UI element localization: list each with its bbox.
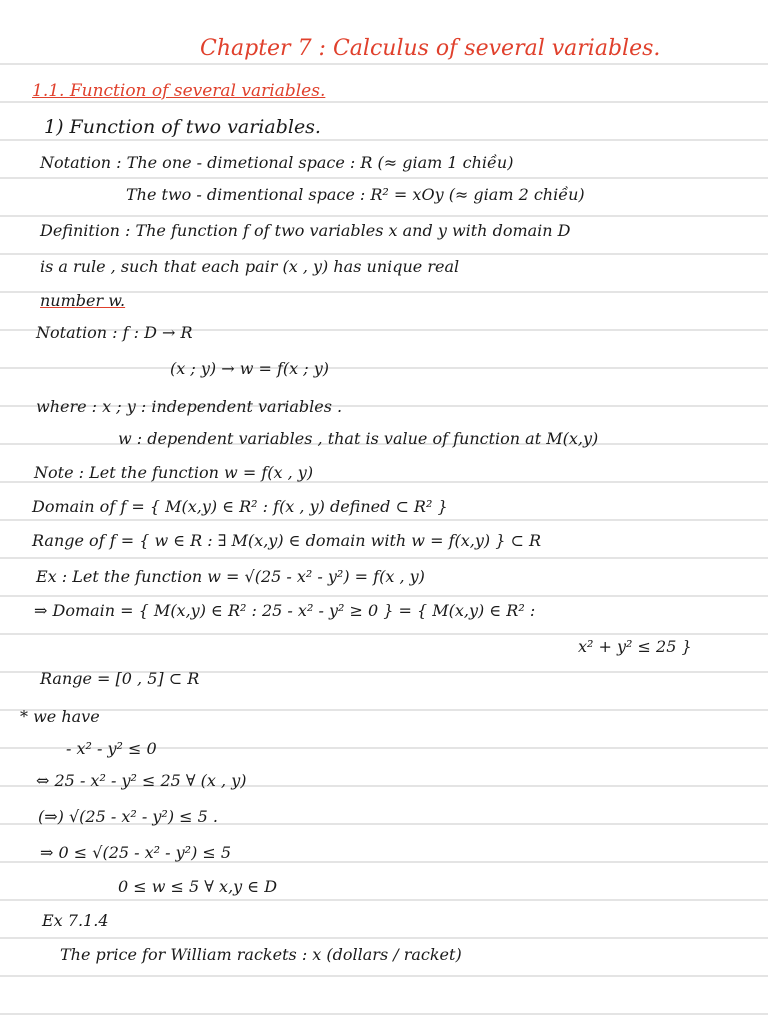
section-heading: 1.1. Function of several variables. — [32, 81, 326, 101]
text-line-7: Notation : f : D → R — [36, 323, 193, 342]
text-line-8: (x ; y) → w = f(x ; y) — [170, 359, 329, 378]
text-line-18: * we have — [20, 707, 100, 726]
text-line-2: Notation : The one - dimetional space : R (≈ giam 1 chiều) — [40, 153, 514, 172]
text-line-3: The two - dimentional space : R² = xOy (≈ giam 2 chiều) — [126, 185, 585, 204]
text-line-17: Range = [0 , 5] ⊂ R — [40, 669, 200, 688]
text-line-5: is a rule , such that each pair (x , y) has unique real — [40, 257, 460, 276]
text-line-23: 0 ≤ w ≤ 5 ∀ x,y ∈ D — [118, 877, 278, 896]
text-line-11: Note : Let the function w = f(x , y) — [34, 463, 314, 482]
text-line-20: ⇔ 25 - x² - y² ≤ 25 ∀ (x , y) — [36, 771, 247, 790]
text-line-22: ⇒ 0 ≤ √(25 - x² - y²) ≤ 5 — [40, 843, 232, 862]
text-line-25: The price for William rackets : x (dollars / racket) — [60, 945, 462, 964]
text-line-13: Range of f = { w ∈ R : ∃ M(x,y) ∈ domain with w = f(x,y) } ⊂ R — [32, 531, 542, 550]
text-line-15: ⇒ Domain = { M(x,y) ∈ R² : 25 - x² - y² ≥ 0 } = { M(x,y) ∈ R² : — [34, 601, 536, 620]
text-line-16: x² + y² ≤ 25 } — [578, 637, 692, 656]
text-line-9: where : x ; y : independent variables . — [36, 397, 343, 416]
text-line-4: Definition : The function f of two variables x and y with domain D — [40, 221, 571, 240]
text-line-10: w : dependent variables , that is value of function at M(x,y) — [118, 429, 599, 448]
text-line-24: Ex 7.1.4 — [42, 911, 109, 930]
text-line-14: Ex : Let the function w = √(25 - x² - y²) = f(x , y) — [36, 567, 425, 586]
text-line-19: - x² - y² ≤ 0 — [66, 739, 157, 758]
text-line-21: (⇒) √(25 - x² - y²) ≤ 5 . — [38, 807, 218, 826]
text-line-1: 1) Function of two variables. — [44, 116, 321, 138]
chapter-title: Chapter 7 : Calculus of several variables. — [200, 36, 661, 61]
text-line-6: number w. — [40, 291, 126, 310]
text-line-12: Domain of f = { M(x,y) ∈ R² : f(x , y) defined ⊂ R² } — [32, 497, 448, 516]
